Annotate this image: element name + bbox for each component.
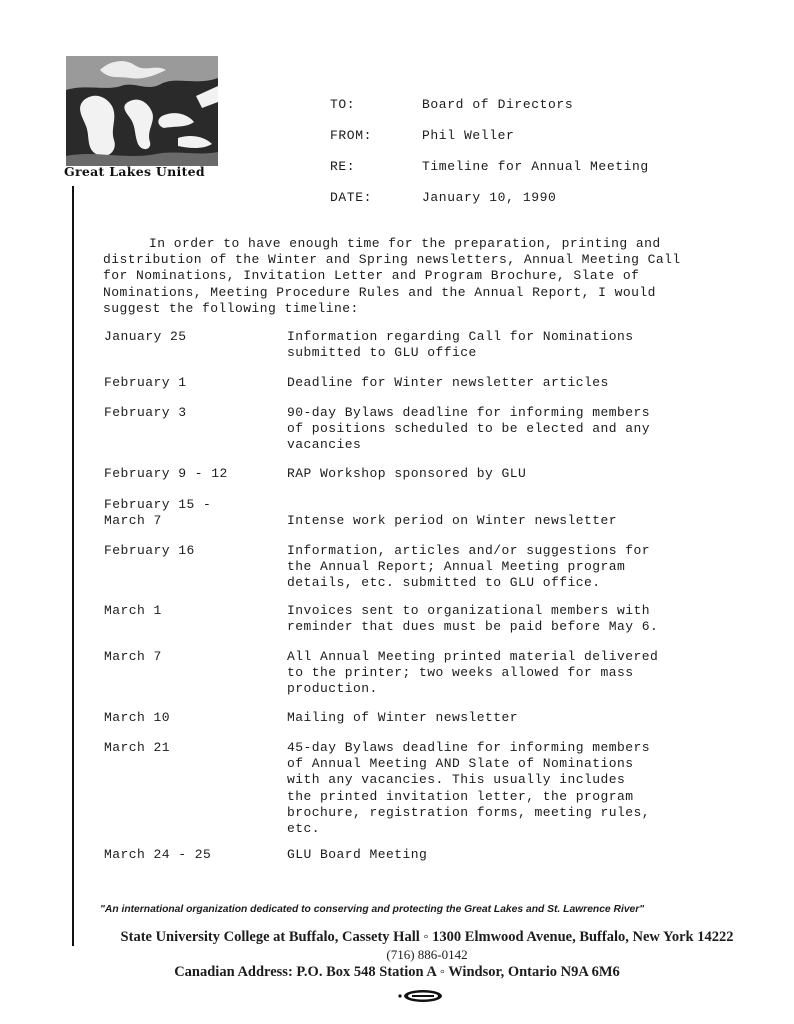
memo-from-value: Phil Weller (422, 128, 515, 143)
great-lakes-map-icon (66, 56, 218, 166)
timeline-date: February 16 (104, 543, 195, 558)
timeline-description: GLU Board Meeting (287, 847, 428, 862)
memo-from-label: FROM: (330, 128, 373, 143)
timeline-date: January 25 (104, 329, 187, 344)
logo (64, 56, 224, 186)
timeline-description: RAP Workshop sponsored by GLU (287, 466, 527, 481)
timeline-date: March 24 - 25 (104, 847, 212, 862)
timeline-date: March 7 (104, 649, 162, 664)
timeline-description: Intense work period on Winter newsletter (287, 513, 618, 529)
memo-date-row (330, 190, 649, 221)
timeline-date: February 9 - 12 (104, 466, 228, 481)
timeline-description: Deadline for Winter newsletter articles (287, 375, 609, 390)
memo-re-value: Timeline for Annual Meeting (422, 159, 649, 174)
timeline-description: Information, articles and/or suggestions for the Annual Report; Annual Meeting program details, etc. submitted to GLU office. (287, 543, 651, 591)
footer-mission-statement: "An international organization dedicated to conserving and protecting the Great Lakes and St. Lawrence River" (100, 904, 645, 915)
memo-to-label: TO: (330, 97, 356, 112)
memo-re-label: RE: (330, 159, 356, 174)
memo-to-row (330, 97, 649, 128)
timeline-description: Mailing of Winter newsletter (287, 710, 519, 725)
timeline-description: All Annual Meeting printed material delivered to the printer; two weeks allowed for mass production. (287, 649, 659, 697)
footer-phone: (716) 886-0142 (386, 947, 468, 962)
timeline-description: Information regarding Call for Nominations submitted to GLU office (287, 329, 634, 361)
timeline-date: February 3 (104, 405, 187, 420)
footer-us-address: State University College at Buffalo, Cassety Hall ◦ 1300 Elmwood Avenue, Buffalo, New York 14222 (120, 929, 734, 945)
memo-re-row (330, 159, 649, 190)
timeline-date: February 15 - March 7 (104, 497, 212, 529)
intro-paragraph: In order to have enough time for the preparation, printing and distribution of the Winter and Spring newsletters, Annual Meeting Call for Nominations, Invitation Letter and Program Brochure, Slate of Nominations, Meeting Procedure Rules and the Annual Report, I would suggest the following timeline: (103, 236, 681, 316)
footer-canadian-address: Canadian Address: P.O. Box 548 Station A ◦ Windsor, Ontario N9A 6M6 (174, 964, 620, 980)
memo-from-row (330, 128, 649, 159)
logo-text: Great Lakes United (64, 164, 205, 179)
timeline-description: 45-day Bylaws deadline for informing members of Annual Meeting AND Slate of Nominations with any vacancies. This usually includes the printed invitation letter, the program brochure, registration forms, meeting rules, etc. (287, 740, 651, 837)
timeline-date: March 21 (104, 740, 171, 755)
left-margin-rule (72, 186, 74, 946)
memo-date-label: DATE: (330, 190, 373, 205)
memo-to-value: Board of Directors (422, 97, 574, 112)
memo-date-value: January 10, 1990 (422, 190, 557, 205)
timeline-description: Invoices sent to organizational members with reminder that dues must be paid before May 6. (287, 603, 659, 635)
union-label-icon (396, 989, 444, 1003)
timeline-date: March 10 (104, 710, 171, 725)
timeline-date: February 1 (104, 375, 187, 390)
memo-header (330, 97, 649, 221)
timeline-description: 90-day Bylaws deadline for informing members of positions scheduled to be elected and any vacancies (287, 405, 651, 453)
timeline-date: March 1 (104, 603, 162, 618)
